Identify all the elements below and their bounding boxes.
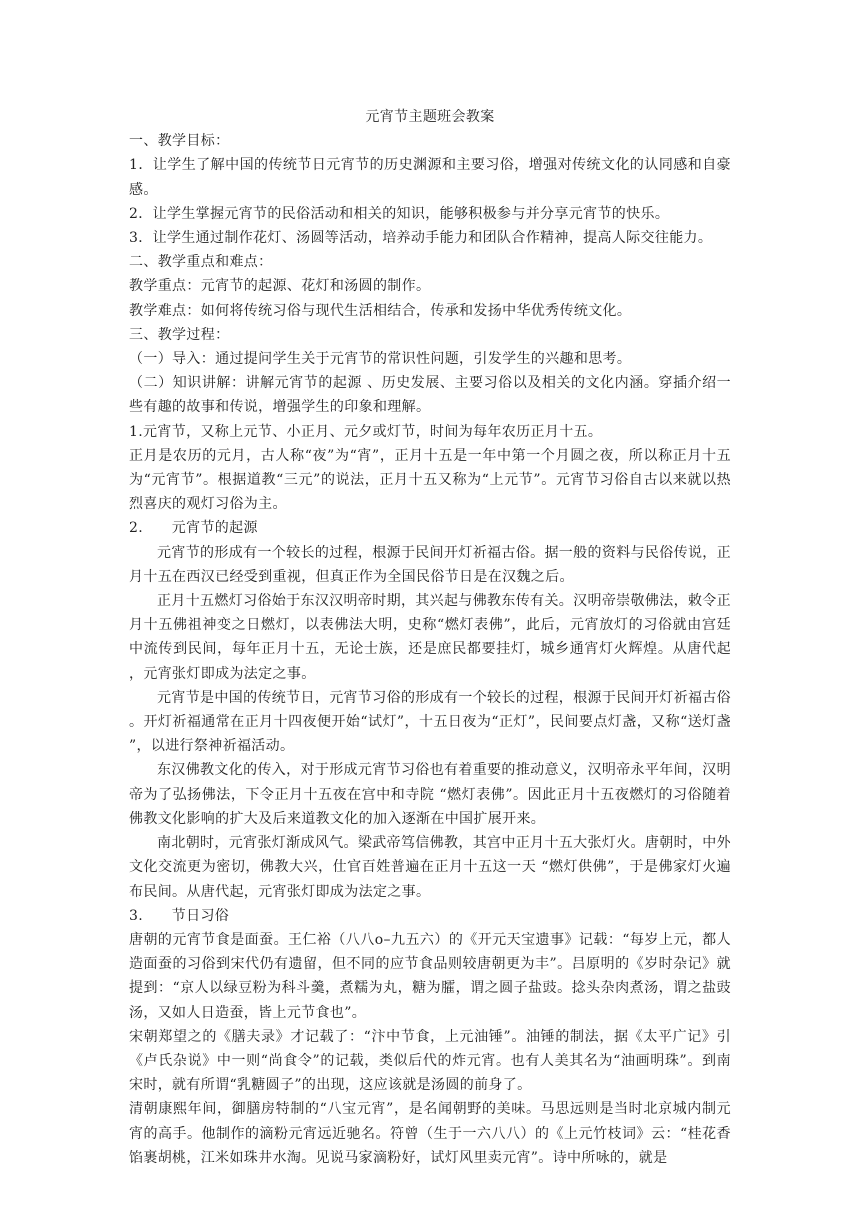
paragraph: 元宵节是中国的传统节日，元宵节习俗的形成有一个较长的过程，根源于民间开灯祈福古俗。开灯祈福通常在正月十四夜便开始“试灯”，十五日夜为“正灯”，民间要点灯盏，又称“送灯盏”，以进行祭神祈福活动。 — [129, 689, 731, 755]
paragraph-list — [129, 129, 731, 1170]
paragraph: 教学难点：如何将传统习俗与现代生活相结合，传承和发扬中华优秀传统文化。 — [129, 302, 632, 319]
paragraph: 正月是农历的元月，古人称“夜”为“宵”，正月十五是一年中第一个月圆之夜，所以称正月十五为“元宵节”。根据道教“三元”的说法，正月十五又称为“上元节”。元宵节习俗自古以来就以热烈喜庆的观灯习俗为主。 — [129, 447, 731, 513]
paragraph: 1．让学生了解中国的传统节日元宵节的历史渊源和主要习俗，增强对传统文化的认同感和自豪感。 — [129, 157, 731, 198]
paragraph: 东汉佛教文化的传入，对于形成元宵节习俗也有着重要的推动意义，汉明帝永平年间，汉明帝为了弘扬佛法，下令正月十五夜在宫中和寺院 “燃灯表佛”。因此正月十五夜燃灯的习俗随着佛教文化影响的扩大及后来道教文化的加入逐渐在中国扩展开来。 — [129, 762, 731, 827]
paragraph: 一、教学目标： — [129, 133, 230, 150]
paragraph: （一）导入：通过提问学生关于元宵节的常识性问题，引发学生的兴趣和思考。 — [129, 351, 632, 368]
paragraph: 清朝康熙年间，御膳房特制的“八宝元宵”，是名闻朝野的美味。马思远则是当时北京城内制元宵的高手。他制作的滴粉元宵远近驰名。符曾（生于一六八八）的《上元竹枝词》云：“桂花香馅裹胡桃，江米如珠井水淘。见说马家滴粉好，试灯风里卖元宵”。诗中所咏的，就是 — [129, 1101, 731, 1166]
paragraph: 2．让学生掌握元宵节的民俗活动和相关的知识，能够积极参与并分享元宵节的快乐。 — [129, 205, 670, 222]
document-title: 元宵节主题班会教案 — [365, 109, 495, 125]
paragraph: 宋朝郑望之的《膳夫录》才记载了：“汴中节食，上元油锤”。油锤的制法，据《太平广记》引《卢氏杂说》中一则“尚食令”的记载，类似后代的炸元宵。也有人美其名为“油画明珠”。到南宋时，就有所谓“乳糖圆子”的出现，这应该就是汤圆的前身了。 — [129, 1028, 731, 1094]
paragraph: 元宵节的形成有一个较长的过程，根源于民间开灯祈福古俗。据一般的资料与民俗传说，正月十五在西汉已经受到重视，但真正作为全国民俗节日是在汉魏之后。 — [129, 544, 731, 585]
paragraph: 1.元宵节，又称上元节、小正月、元夕或灯节，时间为每年农历正月十五。 — [129, 423, 603, 440]
paragraph: 唐朝的元宵节食是面蚕。王仁裕（八八o–九五六）的《开元天宝遗事》记载：“每岁上元，都人造面蚕的习俗到宋代仍有遗留，但不同的应节食品则较唐朝更为丰”。吕原明的《岁时杂记》就提到：“京人以绿豆粉为科斗羹，煮糯为丸，糖为臛，谓之圆子盐豉。捻头杂肉煮汤，谓之盐豉汤，又如人日造蚕，皆上元节食也”。 — [129, 931, 731, 1021]
paragraph: 三、教学过程： — [129, 326, 230, 343]
paragraph: 南北朝时，元宵张灯渐成风气。梁武帝笃信佛教，其宫中正月十五大张灯火。唐朝时，中外文化交流更为密切，佛教大兴，仕官百姓普遍在正月十五这一天 “燃灯供佛”，于是佛家灯火遍布民间。从唐代起，元宵张灯即成为法定之事。 — [129, 835, 731, 900]
paragraph: 3．让学生通过制作花灯、汤圆等活动，培养动手能力和团队合作精神，提高人际交往能力。 — [129, 230, 713, 247]
document-body — [129, 105, 731, 1170]
paragraph: 正月十五燃灯习俗始于东汉汉明帝时期，其兴起与佛教东传有关。汉明帝崇敬佛法，敕令正月十五佛祖神变之日燃灯，以表佛法大明，史称“燃灯表佛”，此后，元宵放灯的习俗就由宫廷中流传到民间，每年正月十五，无论士族，还是庶民都要挂灯，城乡通宵灯火辉煌。从唐代起，元宵张灯即成为法定之事。 — [129, 593, 731, 682]
paragraph: 3. 节日习俗 — [129, 907, 230, 924]
paragraph: （二）知识讲解：讲解元宵节的起源 、历史发展、主要习俗以及相关的文化内涵。穿插介绍一些有趣的故事和传说，增强学生的印象和理解。 — [129, 375, 731, 416]
paragraph: 教学重点：元宵节的起源、花灯和汤圆的制作。 — [129, 278, 431, 295]
paragraph: 2. 元宵节的起源 — [129, 520, 258, 537]
paragraph: 二、教学重点和难点： — [129, 254, 273, 271]
